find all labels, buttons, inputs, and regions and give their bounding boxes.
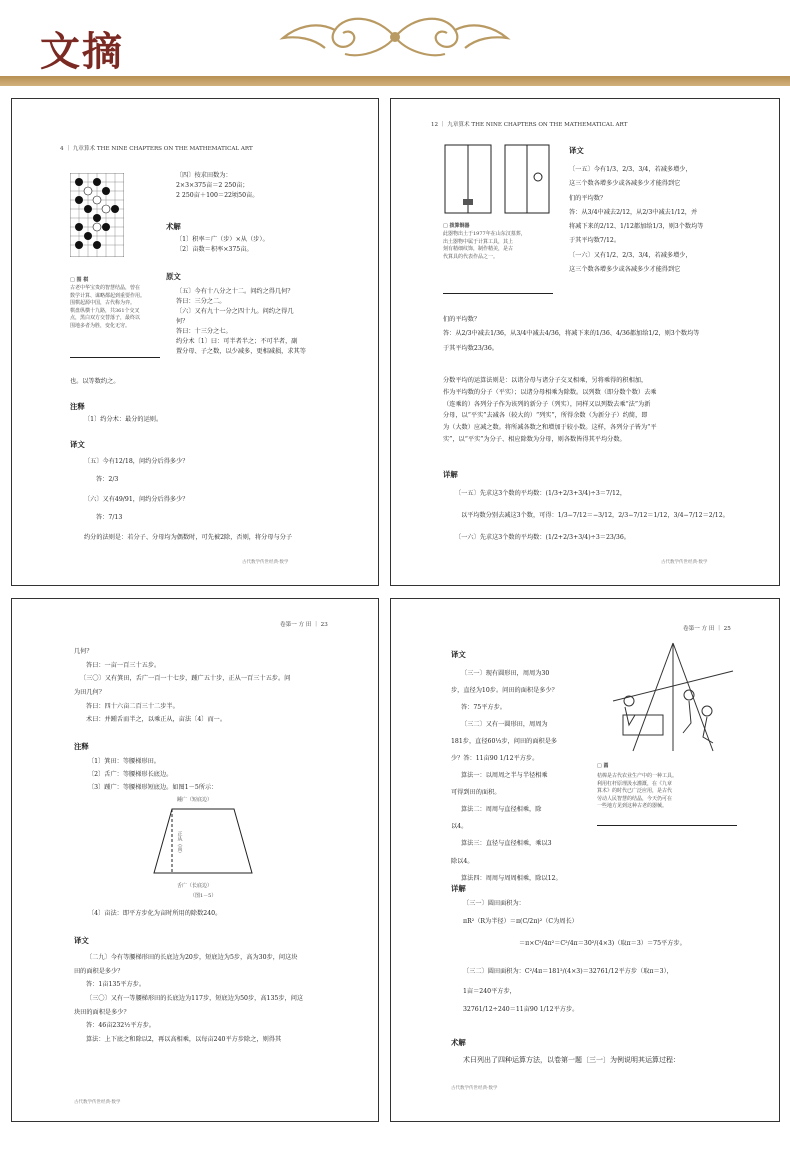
running-head: 4 ｜ 九章算术 THE NINE CHAPTERS ON THE MATHEMATICAL ART bbox=[60, 146, 253, 152]
abacus-box-image bbox=[443, 141, 553, 217]
site-header bbox=[0, 0, 790, 80]
running-head: 卷第一 方 田 ｜ 23 bbox=[280, 622, 328, 628]
figure-caption: 桔槔是古代农业生产中的一种工具。 利用杠杆原理汲水灌溉，在《九章 算术》的时代已广泛应用，是古代 劳动人民智慧的结晶，今天仍可在 一些地方见到这种古老的器械。 bbox=[597, 773, 678, 809]
original-text: 几何？ 答曰：一亩一百三十五步。 〔三〇〕又有箕田，舌广一百一十七步，踵广五十步，正从一百三十五步。问 为田几何？ 答曰：四十六亩二百三十二步半。 术曰：并踵舌而半之，以乘正从，亩法〔4〕而一。 bbox=[74, 648, 291, 724]
running-head: 卷第一 方 田 ｜ 25 bbox=[683, 626, 731, 632]
brand-title: 文摘 bbox=[40, 29, 124, 75]
book-page-4: 卷第一 方 田 ｜ 25 译文 〔三一〕现有圆形田，周周为30 步，直径为10步。问田的面积是多少？ 答：75平方步。 〔三二〕又有一圆形田，周周为 181步，直径60⅓步，问田的面积是多 少？答：11亩90 1/12平方步。 算法一：以周周之半与半径相乘 可得到田的面积。 算法二：周周与直径相乘，除 以4。 算法三：直径与直径相乘，乘以3 除以4。 算法四：周周与周周相乘，除以12。 □ 圆 桔槔是古代农业生产中的一种工具。 利用杠杆原理汲水灌溉，在《九章 算术》的时代已广泛应用，是古代 劳动人民智慧的结晶，今天仍可在 一些地方见到这种古老的器械。 详解 〔三一〕圆田面积为： πR²（R为半径）＝π(C/2π)²（C为周长） ＝π×C²/4π²＝C²/4π＝30²/(4×3)（取π＝3）＝75平方步。 〔三二〕圆田面积为：C²/4π＝181²/(4×3)＝32761/12平方步（取π＝3）， 1亩＝240平方步， 32761/12÷240＝11亩90 1/12平方步。 术解 术曰列出了四种运算方法，以卷第一题〔三一〕为例说明其运算过程： 古代数学传世经典·数学 bbox=[390, 598, 780, 1122]
figure-caption: 此器物出土于1977年在山东汉墓葬， 出土器物中属于计算工具，其上 刻有精细纹饰，制作精美，是古 代算具的代表作品之一。 bbox=[443, 231, 526, 260]
section-heading: 译文 bbox=[451, 650, 466, 659]
section-heading: 注释 bbox=[74, 742, 89, 751]
translation-block: 〔一五〕今有1/3、2/3、3/4，若减多增少， 这三个数各增多少或各减多少才能得到它 们的平均数？ 答：从3/4中减去2/12，从2/3中减去1/12，并 将减下来的2/12、1/12都加给1/3，则3个数均等 于其平均数7/12。 〔一六〕又有1/2、2/3、3/4，若减多增少， 这三个数各增多少或各减多少才能得到它 bbox=[569, 166, 704, 273]
shu-block: 〔1〕积率＝广（步）×从（步）。 〔2〕亩数＝积率×375亩。 bbox=[176, 236, 269, 253]
figure-label: （图1－5） bbox=[190, 893, 217, 899]
page-footer: 古代数学传世经典·数学 bbox=[242, 560, 289, 565]
yuan-block: 〔五〕今有十八分之十二。问约之得几何？ 答曰：三分之二。 〔六〕又有九十一分之四十九。问约之得几 何？ 答曰：十三分之七。 约分术〔1〕曰：可半者半之；不可半者，副 置分母、子之数，以少减多，更相减损，求其等 bbox=[176, 288, 306, 355]
figure-caption-title: □ 围 棋 bbox=[70, 277, 89, 283]
ornament-icon bbox=[275, 8, 515, 66]
page-footer: 古代数学传世经典·数学 bbox=[74, 1100, 121, 1105]
page-footer: 古代数学传世经典·数学 bbox=[451, 1086, 498, 1091]
section-heading: 术解 bbox=[451, 1038, 466, 1047]
translation-block: 〔三一〕现有圆形田，周周为30 步，直径为10步。问田的面积是多少？ 答：75平方步。 〔三二〕又有一圆形田，周周为 181步，直径60⅓步，问田的面积是多 少？答：11亩90 1/12平方步。 算法一：以周周之半与半径相乘 可得到田的面积。 算法二：周周与直径相乘，除 以4。 算法三：直径与直径相乘，乘以3 除以4。 算法四：周周与周周相乘，除以12。 bbox=[451, 670, 562, 882]
section-heading: 术解 bbox=[166, 222, 181, 231]
section-heading: 详解 bbox=[443, 470, 458, 479]
page-footer: 古代数学传世经典·数学 bbox=[661, 560, 708, 565]
header-bar bbox=[0, 76, 790, 86]
figure-caption: 古老中华宝贵的智慧结晶，曾在 数学计算、谋略都起到重要作用。 围棋起源中国，古代称为弈。 棋盘纵横十九路，共361个交叉 点，黑白双方交替落子，最终以 围地多者为胜，变化无穷。 bbox=[70, 285, 146, 329]
section-heading: 译文 bbox=[569, 146, 584, 155]
section-heading: 详解 bbox=[451, 884, 466, 893]
book-page-3: 卷第一 方 田 ｜ 23 几何？ 答曰：一亩一百三十五步。 〔三〇〕又有箕田，舌广一百一十七步，踵广五十步，正从一百三十五步。问 为田几何？ 答曰：四十六亩二百三十二步半。 术曰：并踵舌而半之，以乘正从，亩法〔4〕而一。 注释 〔1〕箕田：等腰梯形田。 〔2〕舌广：等腰梯形长底边。 〔3〕踵广：等腰梯形短底边。如图1－5所示： 踵广（短底边） 舌广（长底边） 正从（高） （图1－5） 〔4〕亩法：即平方步化为亩时所用的除数240。 译文 〔二九〕今有等腰梯形田的长底边为20步，短底边为5步，高为30步，问这块 田的面积是多少？ 答：1亩135平方步。 〔三〇〕又有一等腰梯形田的长底边为117步，短底边为50步，高135步，问这 块田的面积是多少？ 答：46亩232½平方步。 算法：上下底之和除以2，再以高相乘，以每亩240平方步除之，则得其 古代数学传世经典·数学 bbox=[11, 598, 379, 1122]
translation-block: 〔二九〕今有等腰梯形田的长底边为20步，短底边为5步，高为30步，问这块 田的面积是多少？ 答：1亩135平方步。 〔三〇〕又有一等腰梯形田的长底边为117步，短底边为50步，高135步，问这 块田的面积是多少？ 答：46亩232½平方步。 算法：上下底之和除以2，再以高相乘，以每亩240平方步除之，则得其 bbox=[74, 954, 304, 1043]
section-heading: 原文 bbox=[166, 272, 181, 281]
section-heading: 译文 bbox=[74, 936, 89, 945]
section-heading: 注释 bbox=[70, 402, 85, 411]
book-page-2: 12 ｜ 九章算术 THE NINE CHAPTERS ON THE MATHEMATICAL ART □ 拨算铜器 此器物出土于1977年在山东汉墓葬， 出土器物中属于计算工具，其上 刻有精细纹饰，制作精美，是古 代算具的代表作品之一。 译文 〔一五〕今有1/3、2/3、3/4，若减多增少， 这三个数各增多少或各减多少才能得到它 们的平均数？ 答：从3/4中减去2/12，从2/3中减去1/12，并 将减下来的2/12、1/12都加给1/3，则3个数均等 于其平均数7/12。 〔一六〕又有1/2、2/3、3/4，若减多增少， 这三个数各增多少或各减多少才能得到它 们的平均数？ 答：从2/3中减去1/36，从3/4中减去4/36，将减下来的1/36、4/36都加给1/2，则3个数均等 于其平均数23/36。 分数平均的运算法则是：以诸分母与诸分子交叉相乘，另将乘得的积相加， 作为平均数的分子（平实）；以诸分母相乘为除数。以列数（即分数个数）去乘 （连乘的）各列分子作为该列的新分子（列实），同样又以列数去乘“法”为新 分母，以“平实”去减各（较大的）“列实”，所得余数（为新分子）约简，即 为（大数）应减之数。将所减各数之和增加于较小数。这样，各列分子皆为“平 实”，以“平实”为分子、相应除数为分母，则各数皆得其平均分数。 详解 〔一五〕先求这3个数的平均数：(1/3+2/3+3/4)÷3＝7/12， 以平均数分别去减这3个数，可得：1/3−7/12＝−3/12，2/3−7/12＝1/12，3/4−7/12＝2/12。 〔一六〕先求这3个数的平均数：(1/2+2/3+3/4)÷3＝23/36。 古代数学传世经典·数学 bbox=[390, 98, 780, 586]
answer-block: 〔四〕按求田数为： 2×3×375亩＝2 250亩； 2 250亩＋100＝22顷50亩。 bbox=[176, 172, 259, 199]
paragraph: 分数平均的运算法则是：以诸分母与诸分子交叉相乘，另将乘得的积相加， 作为平均数的分子（平实）；以诸分母相乘为除数。以列数（即分数个数）去乘 （连乘的）各列分子作为该列的新分子（列实），同样又以列数去乘“法”为新 分母，以“平实”去减各（较大的）“列实”，所得余数（为新分子）约简，即 为（大数）应减之数。将所减各数之和增加于较小数。这样，各列分子皆为“平 实”，以“平实”为分子、相应除数为分母，则各数皆得其平均分数。 bbox=[443, 377, 657, 443]
trapezoid-diagram bbox=[150, 801, 256, 883]
section-heading: 译文 bbox=[70, 440, 85, 449]
notes: 〔1〕箕田：等腰梯形田。 〔2〕舌广：等腰梯形长底边。 〔3〕踵广：等腰梯形短底边。如图1－5所示： bbox=[88, 758, 218, 792]
book-page-1: 4 ｜ 九章算术 THE NINE CHAPTERS ON THE MATHEMATICAL ART □ 围 棋 古老中华宝贵的智慧结晶，曾在 数学计算、谋略都起到重要作用。 围棋起源中国，古代称为弈。 棋盘纵横十九路，共361个交叉 点，黑白双方交替落子，最终以 围地多者为胜，变化无穷。 〔四〕按求田数为： 2×3×375亩＝2 250亩； 2 250亩＋100＝22顷50亩。 术解 〔1〕积率＝广（步）×从（步）。 〔2〕亩数＝积率×375亩。 原文 〔五〕今有十八分之十二。问约之得几何？ 答曰：三分之二。 〔六〕又有九十一分之四十九。问约之得几 何？ 答曰：十三分之七。 约分术〔1〕曰：可半者半之；不可半者，副 置分母、子之数，以少减多，更相减损，求其等 也。以等数约之。 注释 〔1〕约分术：最分的运则。 译文 〔五〕今有12/18，问约分后得多少？ 答：2/3 〔六〕又有49/91，问约分后得多少？ 答：7/13 约分的法则是：若分子、分母均为偶数时，可先被2除，否则，将分母与分子 古代数学传世经典·数学 bbox=[11, 98, 379, 586]
running-head: 12 ｜ 九章算术 THE NINE CHAPTERS ON THE MATHEMATICAL ART bbox=[431, 122, 628, 128]
go-board-image bbox=[70, 173, 124, 257]
caption-rule bbox=[70, 357, 160, 358]
well-sweep-illustration bbox=[603, 641, 743, 757]
